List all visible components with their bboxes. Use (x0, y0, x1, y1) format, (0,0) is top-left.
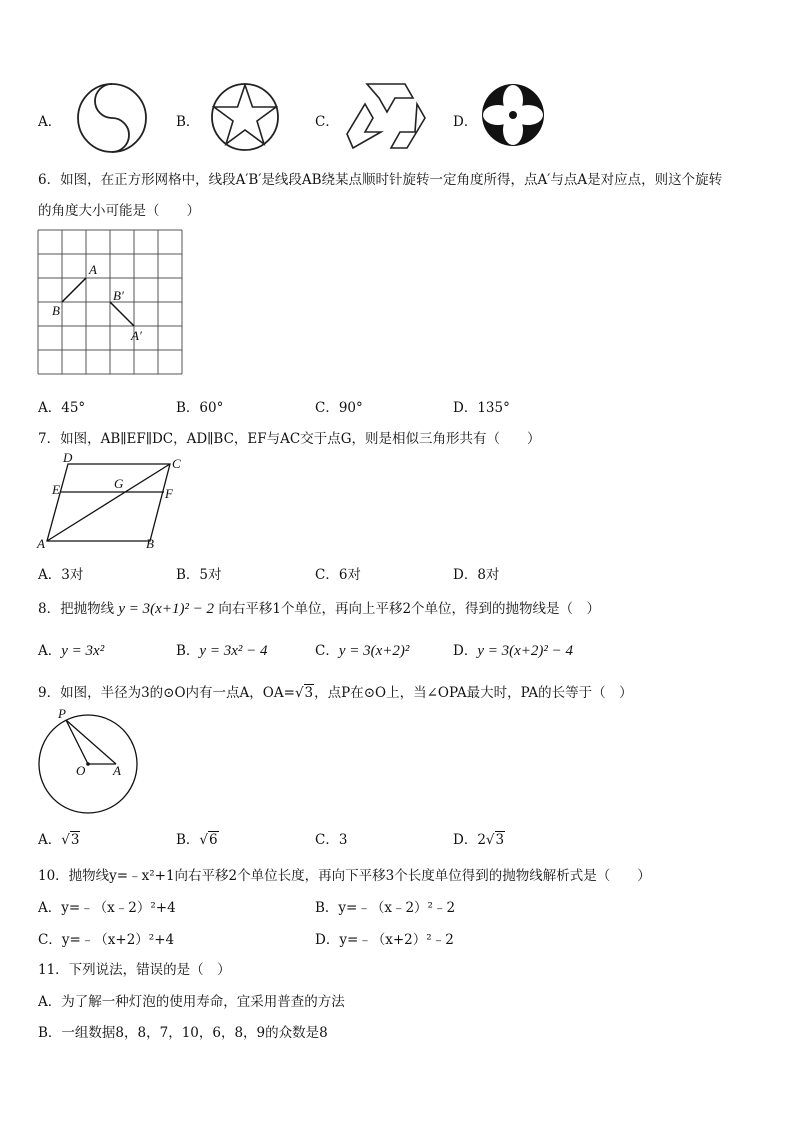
q6-label-a2: A′ (131, 328, 142, 343)
q9-stem-pre: 9．如图，半径为3的⊙O内有一点A，OA= (38, 685, 295, 701)
q9-option-a: A．√3 (38, 832, 80, 848)
q11-option-a: A．为了解一种灯泡的使用寿命，宜采用普查的方法 (38, 994, 345, 1010)
q7-label-f: F (165, 486, 173, 501)
q10-option-a: A．y=﹣（x﹣2）²+4 (38, 900, 176, 916)
q9-option-c: C．3 (315, 832, 348, 848)
q11-stem: 11．下列说法，错误的是（ ） (38, 962, 231, 978)
q5-option-b: B． (176, 114, 200, 130)
q9-option-d: D．2√3 (453, 832, 505, 848)
q6-option-a: A．45° (38, 400, 86, 416)
q8-option-c: C．y = 3(x+2)² (315, 643, 410, 659)
q6-stem-line2: 的角度大小可能是（ ） (38, 203, 200, 219)
q9-label-o: O (76, 763, 86, 778)
recycle-hexagon-icon (345, 82, 427, 152)
q10-option-b: B．y=﹣（x﹣2）²﹣2 (315, 900, 456, 916)
q8-stem-post: 向右平移1个单位，再向上平移2个单位，得到的抛物线是（ ） (218, 601, 601, 617)
q5-option-c: C． (315, 114, 339, 130)
q11-option-b: B．一组数据8，8，7，10，6，8，9的众数是8 (38, 1025, 328, 1041)
q7-stem: 7．如图，AB∥EF∥DC，AD∥BC，EF与AC交于点G，则是相似三角形共有（ ） (38, 431, 541, 447)
q7-label-c: C (172, 456, 181, 471)
q7-parallelogram-figure (36, 450, 196, 550)
q5-option-d: D． (453, 114, 478, 130)
q10-stem: 10．抛物线y=﹣x²+1向右平移2个单位长度，再向下平移3个长度单位得到的抛物线解析式是（ ） (38, 868, 651, 884)
q7-option-b: B．5对 (176, 567, 222, 583)
q6-label-a: A (89, 262, 97, 277)
q9-label-a: A (113, 763, 121, 778)
q6-label-b2: B′ (113, 288, 124, 303)
q8-stem-formula: y = 3(x+1)² − 2 (118, 601, 215, 617)
q7-label-e: E (52, 482, 60, 497)
yin-yang-icon (76, 82, 148, 154)
q6-option-b: B．60° (176, 400, 224, 416)
q10-option-c: C．y=﹣（x+2）²+4 (38, 932, 175, 948)
q7-label-d: D (63, 450, 73, 465)
q8-stem-pre: 8．把抛物线 (38, 601, 115, 617)
q5-option-a: A． (38, 114, 62, 130)
q9-option-b: B．√6 (176, 832, 218, 848)
q7-option-c: C．6对 (315, 567, 361, 583)
q6-label-b: B (52, 303, 60, 318)
q9-stem-sqrt: √3 (294, 685, 314, 701)
q8-option-a: A．y = 3x² (38, 643, 105, 659)
q6-grid-figure (38, 230, 183, 375)
four-petal-circle-icon (480, 82, 546, 148)
q7-label-b: B (146, 536, 154, 551)
q6-option-d: D．135° (453, 400, 510, 416)
q9-circle-figure (38, 708, 140, 818)
q9-label-p: P (58, 706, 66, 721)
star-in-circle-icon (210, 82, 280, 152)
q8-option-d: D．y = 3(x+2)² − 4 (453, 643, 573, 659)
q7-option-a: A．3对 (38, 567, 84, 583)
q6-option-c: C．90° (315, 400, 363, 416)
q7-label-g: G (114, 476, 124, 491)
q8-option-b: B．y = 3x² − 4 (176, 643, 268, 659)
q10-option-d: D．y=﹣（x+2）²﹣2 (315, 932, 454, 948)
q7-label-a: A (37, 536, 45, 551)
q9-stem-post: ，点P在⊙O上，当∠OPA最大时，PA的长等于（ ） (314, 685, 633, 701)
q7-option-d: D．8对 (453, 567, 500, 583)
q6-stem-line1: 6．如图，在正方形网格中，线段A′B′是线段AB绕某点顺时针旋转一定角度所得，点A′与点A是对应点，则这个旋转 (38, 172, 723, 188)
